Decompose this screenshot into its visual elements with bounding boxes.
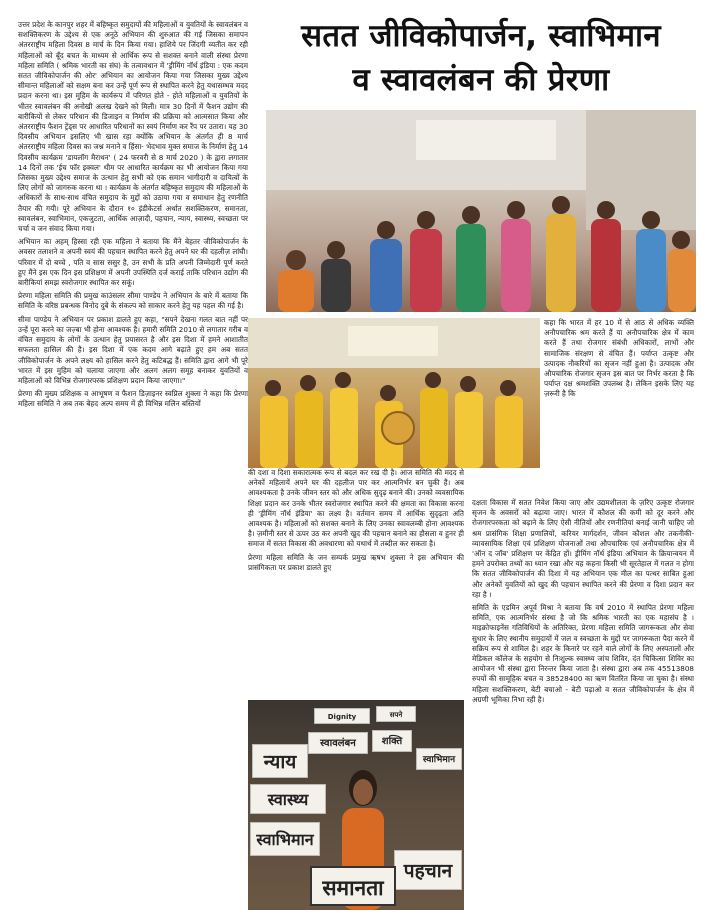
group-photo <box>266 110 696 312</box>
article-column-1 <box>18 20 248 910</box>
article-column-3 <box>544 318 694 498</box>
sign-dignity: Dignity <box>314 708 370 724</box>
signs-photo <box>248 700 464 910</box>
sign-swavlamban: स्वावलंबन <box>308 732 368 754</box>
headline <box>268 14 694 110</box>
headline-line-1: सतत जीविकोपार्जन, स्वाभिमान <box>301 18 661 54</box>
paragraph: प्रेरणा महिला समिति के जन सम्पर्क प्रमुख ऋषभ शुक्ला ने इस अभियान की प्रासंगिकता पर प्रकाश डालते हुए <box>248 552 464 572</box>
sign-shakti: शक्ति <box>372 730 412 752</box>
sign-swasthya: स्वास्थ्य <box>250 784 326 814</box>
article-column-2 <box>248 468 464 694</box>
paragraph: दक्षता विकास में सतत निवेश किया जाए और उद्यमशीलता के ज़रिए उत्कृष्ट रोजगार सृजन के अवसरों को बढ़ाया जाए। भारत में कौशल की कमी को दूर करने और रोजगारपरकता को बढ़ाने के लिए ऐसी नीतियों और रणनीतियां बनाई जानी चाहिए जो श्रम प्रासंगिक शिक्षा प्रणालियों, करियर मार्गदर्शन, जीवन कौशल और तकनीकी-व्यावसायिक शिक्षा एवं प्रशिक्षण योजनाओं तथा औपचारिक एवं अनौपचारिक क्षेत्र में 'ऑन द जॉब' प्रशिक्षण पर केंद्रित हों। ड्रीमिंग नॉर्थ इंडिया अभियान के क्रियान्वयन में हमने उपरोक्त तथ्यों का ध्यान रखा और यह कहना किसी भी सूरतेहाल में गलत न होगा कि सतत जीविकोपार्जन की दिशा में यह अभियान एक मील का पत्थर साबित हुआ और अनेकों युवतियों को खुद की पहचान स्थापित करने की प्रेरणा व दिशा प्रदान कर रहा है । <box>472 498 694 599</box>
paragraph: प्रेरणा महिला समिति की प्रमुख काउंसलर सीमा पाण्डेय ने अभियान के बारे में बताया कि समिति के वरिष्ठ प्रबन्धक विनोद दुबे के संकल्प को साकार करने हेतु यह पहल की गई है। <box>18 291 248 311</box>
paragraph: कहा कि भारत में हर 10 में से आठ से अधिक व्यक्ति अनौपचारिक श्रम करते हैं या अनौपचारिक क्षेत्र में काम करते हैं तथा रोजगार संबंधी अधिकारों, लाभों और सामाजिक संरक्षण से वंचित हैं। पर्याप्त उत्कृष्ट और उत्पादक नौकरियों का सृजन नहीं हुआ है। उत्पादक और औपचारिक रोजगार सृजन इस बात पर निर्भर करता है कि पर्याप्त दक्ष श्रमशक्ति उपलब्ध है। लेकिन इसके लिए यह ज़रूरी है कि <box>544 318 694 399</box>
award-photo <box>248 318 540 468</box>
sign-swabhiman: स्वाभिमान <box>250 822 320 856</box>
paragraph: की दशा व दिशा सकारात्मक रूप से बदल कर रख दी है। आज समिति की मदद से अनेकों महिलायें अपने घर की दहलीज पार कर आत्मनिर्भर बन चुकी हैं। अब आवश्यकता है उनके जीवन स्तर को और अधिक सुदृढ़ बनाने की। उनको व्यवसायिक शिक्षा प्रदान कर उनके भीतर स्वरोजगार स्थापित करने की क्षमता का विकास करना ही 'ड्रीमिंग नॉर्थ इंडिया' का लक्ष्य है। वर्तमान समय में आर्थिक सुदृढ़ता अति आवश्यक है। महिलाओं को सशक्त बनाने के लिए उनका स्वावलम्बी होना आवश्यक है। ज़मीनी स्तर से ऊपर उठ कर अपनी खुद की पहचान बनाने का हौसला व हुनर ही समाज में सतत विकास की अवधारणा को यथार्थ में तब्दील कर सकता है। <box>248 468 464 549</box>
paragraph: अभियान का अहम् हिस्सा रही एक महिला ने बताया कि मैंने बेहतर जीविकोपार्जन के अवसर तलाशने व अपनी स्वयं की पहचान स्थापित करने हेतु अपने घर की दहलीज़ लांघी। परिवार में दो बच्चे , पति व सास ससुर है, उन सभी के प्रति अपनी जिम्मेदारी पूर्ण करते हुए मैंने इस एक दिन इस प्रशिक्षण में अपनी उपस्थिति दर्ज कराई ताकि परिधान उद्योग की बारीकियां समझ स्वरोजगार स्थापित कर सकूं। <box>18 237 248 288</box>
group-photo-illustration <box>266 110 696 312</box>
sign-nyay: न्याय <box>252 744 308 778</box>
award-photo-illustration <box>248 318 540 468</box>
sign-pehchan: पहचान <box>394 850 462 890</box>
headline-line-2: व स्वावलंबन की प्रेरणा <box>352 62 610 98</box>
paragraph: प्रेरणा की मुख्य प्रशिक्षक व आभूषण व फैशन डिज़ाइनर स्वप्निल शुक्ला ने कहा कि प्रेरणा महिला समिति ने अब तक बेहद अल्प समय में ही विभिन्न मलिन बस्तियों <box>18 389 248 409</box>
article-column-4 <box>472 498 694 910</box>
sign-swabhiman-small: स्वाभिमान <box>416 748 462 770</box>
sign-samanta: समानता <box>310 866 396 906</box>
sign-sapne: सपने <box>376 706 416 722</box>
paragraph: समिति के एडमिन अपूर्व मिश्रा ने बताया कि वर्ष 2010 में स्थापित प्रेरणा महिला समिति, एक आत्मनिर्भर संस्था है जो कि श्रमिक भारती का एक महासंघ है । माइक्रोफाइनेंस गतिविधियों के अतिरिक्त, प्रेरणा महिला समिति जागरूकता और सेवा सुधार के लिए स्थानीय समुदायों में जल व स्वच्छता के मुद्दों पर जागरूकता पैदा करने में सक्रिय रूप से शामिल है। शहर के किनारे पर रहने वाले लोगों के लिए अस्पतालों और मेडिकल कॉलेज के सहयोग से निःशुल्क स्वास्थ्य जांच शिविर, दंत चिकित्सा शिविर का आयोजन भी संस्था द्वारा निरन्तर किया जाता है। संस्था द्वारा अब तक 45513808 रुपयों की सामूहिक बचत व 38528400 का ऋण वितरित किया जा चुका है। संस्था महिला सशक्तिकरण, बेटी बचाओ - बेटी पढ़ाओ व सतत जीविकोपार्जन के क्षेत्र में अग्रणी भूमिका निभा रही है। <box>472 603 694 704</box>
paragraph: उत्तर प्रदेश के कानपुर शहर में बहिष्कृत समुदायों की महिलाओं व युवतियों के स्वावलंबन व सशक्तिकरण के उद्देश्य से एक अनूठे अभियान की शुरुआत की गई जिसका समापन अंतरराष्ट्रीय महिला दिवस 8 मार्च के दिन किया गया। हाशिये पर जिंदगी व्यतीत कर रही महिलाओं को बूँद बचत के माध्यम से आर्थिक रूप से सशक्त बनाने वाली संस्था प्रेरणा महिला समिति ( श्रमिक भारती का संघ) के तत्वावधान में 'ड्रीमिंग नॉर्थ इंडिया : एक कदम सतत जीविकोपार्जन की ओर' अभियान का आयोजन किया गया जिसका मुख्य उद्देश्य सीमान्त महिलाओं को सक्षम बना कर उन्हें पूर्ण रूप से स्थापित करने हेतु यथासम्भव मदद प्रदान करना था। इस मुहिम के कार्यरूप में परिणत होते - होते महिलाओं व युवतियों के भीतर स्वावलंबन की अनोखी अलख देखने को मिली। मात्र 30 दिनों में फैशन उद्योग की बारीकियों से लेकर परिधान की डिजाइन व निर्माण की प्रक्रिया को आत्मसात किया और अंतरराष्ट्रीय फैशन ट्रेंड्स पर आधारित परिधानों का स्वयं निर्माण कर रैंप पर उतारा। यह 30 दिवसीय अभियान इसलिए भी खास रहा क्योंकि अभियान के अंतर्गत ही 8 मार्च अंतरराष्ट्रीय महिला दिवस का जश्न मनाने व हिंसा- भेदभाव मुक्त समाज के निर्माण हेतु 14 दिवसीय कार्यक्रम 'डायलॉग मैराथन' ( 24 फरवरी से 8 मार्च 2020 ) के द्वारा लगातार 14 दिनों तक 'ईच फॉर इक्वल' थीम पर आधारित कार्यक्रम का भी आयोजन किया गया जिसका मुख्य उद्देश्य समाज के उत्थान हेतु सभी को एक समान भागीदारी व दायित्वों के लिए लोगों को जागरुक करना था । कार्यक्रम के अंतर्गत बहिष्कृत समुदाय की महिलाओं के अधिकारों के साथ-साथ वंचित समुदाय के मुद्दों को उठाया गया व समाधान हेतु रणनीति तैयार की गयी। पूरे अभियान के दौरान १० इंडीकेटर्स अर्थात सशक्तिकरण, समानता, स्वावलंबन, स्वाभिमान, एकजुटता, आर्थिक आज़ादी, पहचान, न्याय, स्वास्थ्य, स्वच्छता पर चर्चा व जन संवाद किया गया। <box>18 20 248 234</box>
paragraph: सीमा पाण्डेय ने अभियान पर प्रकाश डालते हुए कहा, "सपने देखना गलत बात नहीं पर उन्हें पूरा करने का जज़्बा भी होना आवश्यक है। हमारी समिति 2010 से लगातार गरीब व वंचित समुदाय के लोगों के उत्थान हेतु प्रयासरत है और इस दिशा में हमने आशातीत सफलता हासिल की है। इस दिशा में एक कदम आगे बढ़ाते हुए हम अब सतत जीविकोपार्जन के अपने लक्ष्य को हासिल करने हेतु कटिबद्ध हैं। समिति द्वारा आगे भी पूरे भारत में इस मुहिम को चलाया जाएगा और अलग अलग समूह बनाकर युवतियों व महिलाओं को विभिन्न रोजगारपरक प्रशिक्षण प्रदान किया जाएगा।" <box>18 314 248 385</box>
